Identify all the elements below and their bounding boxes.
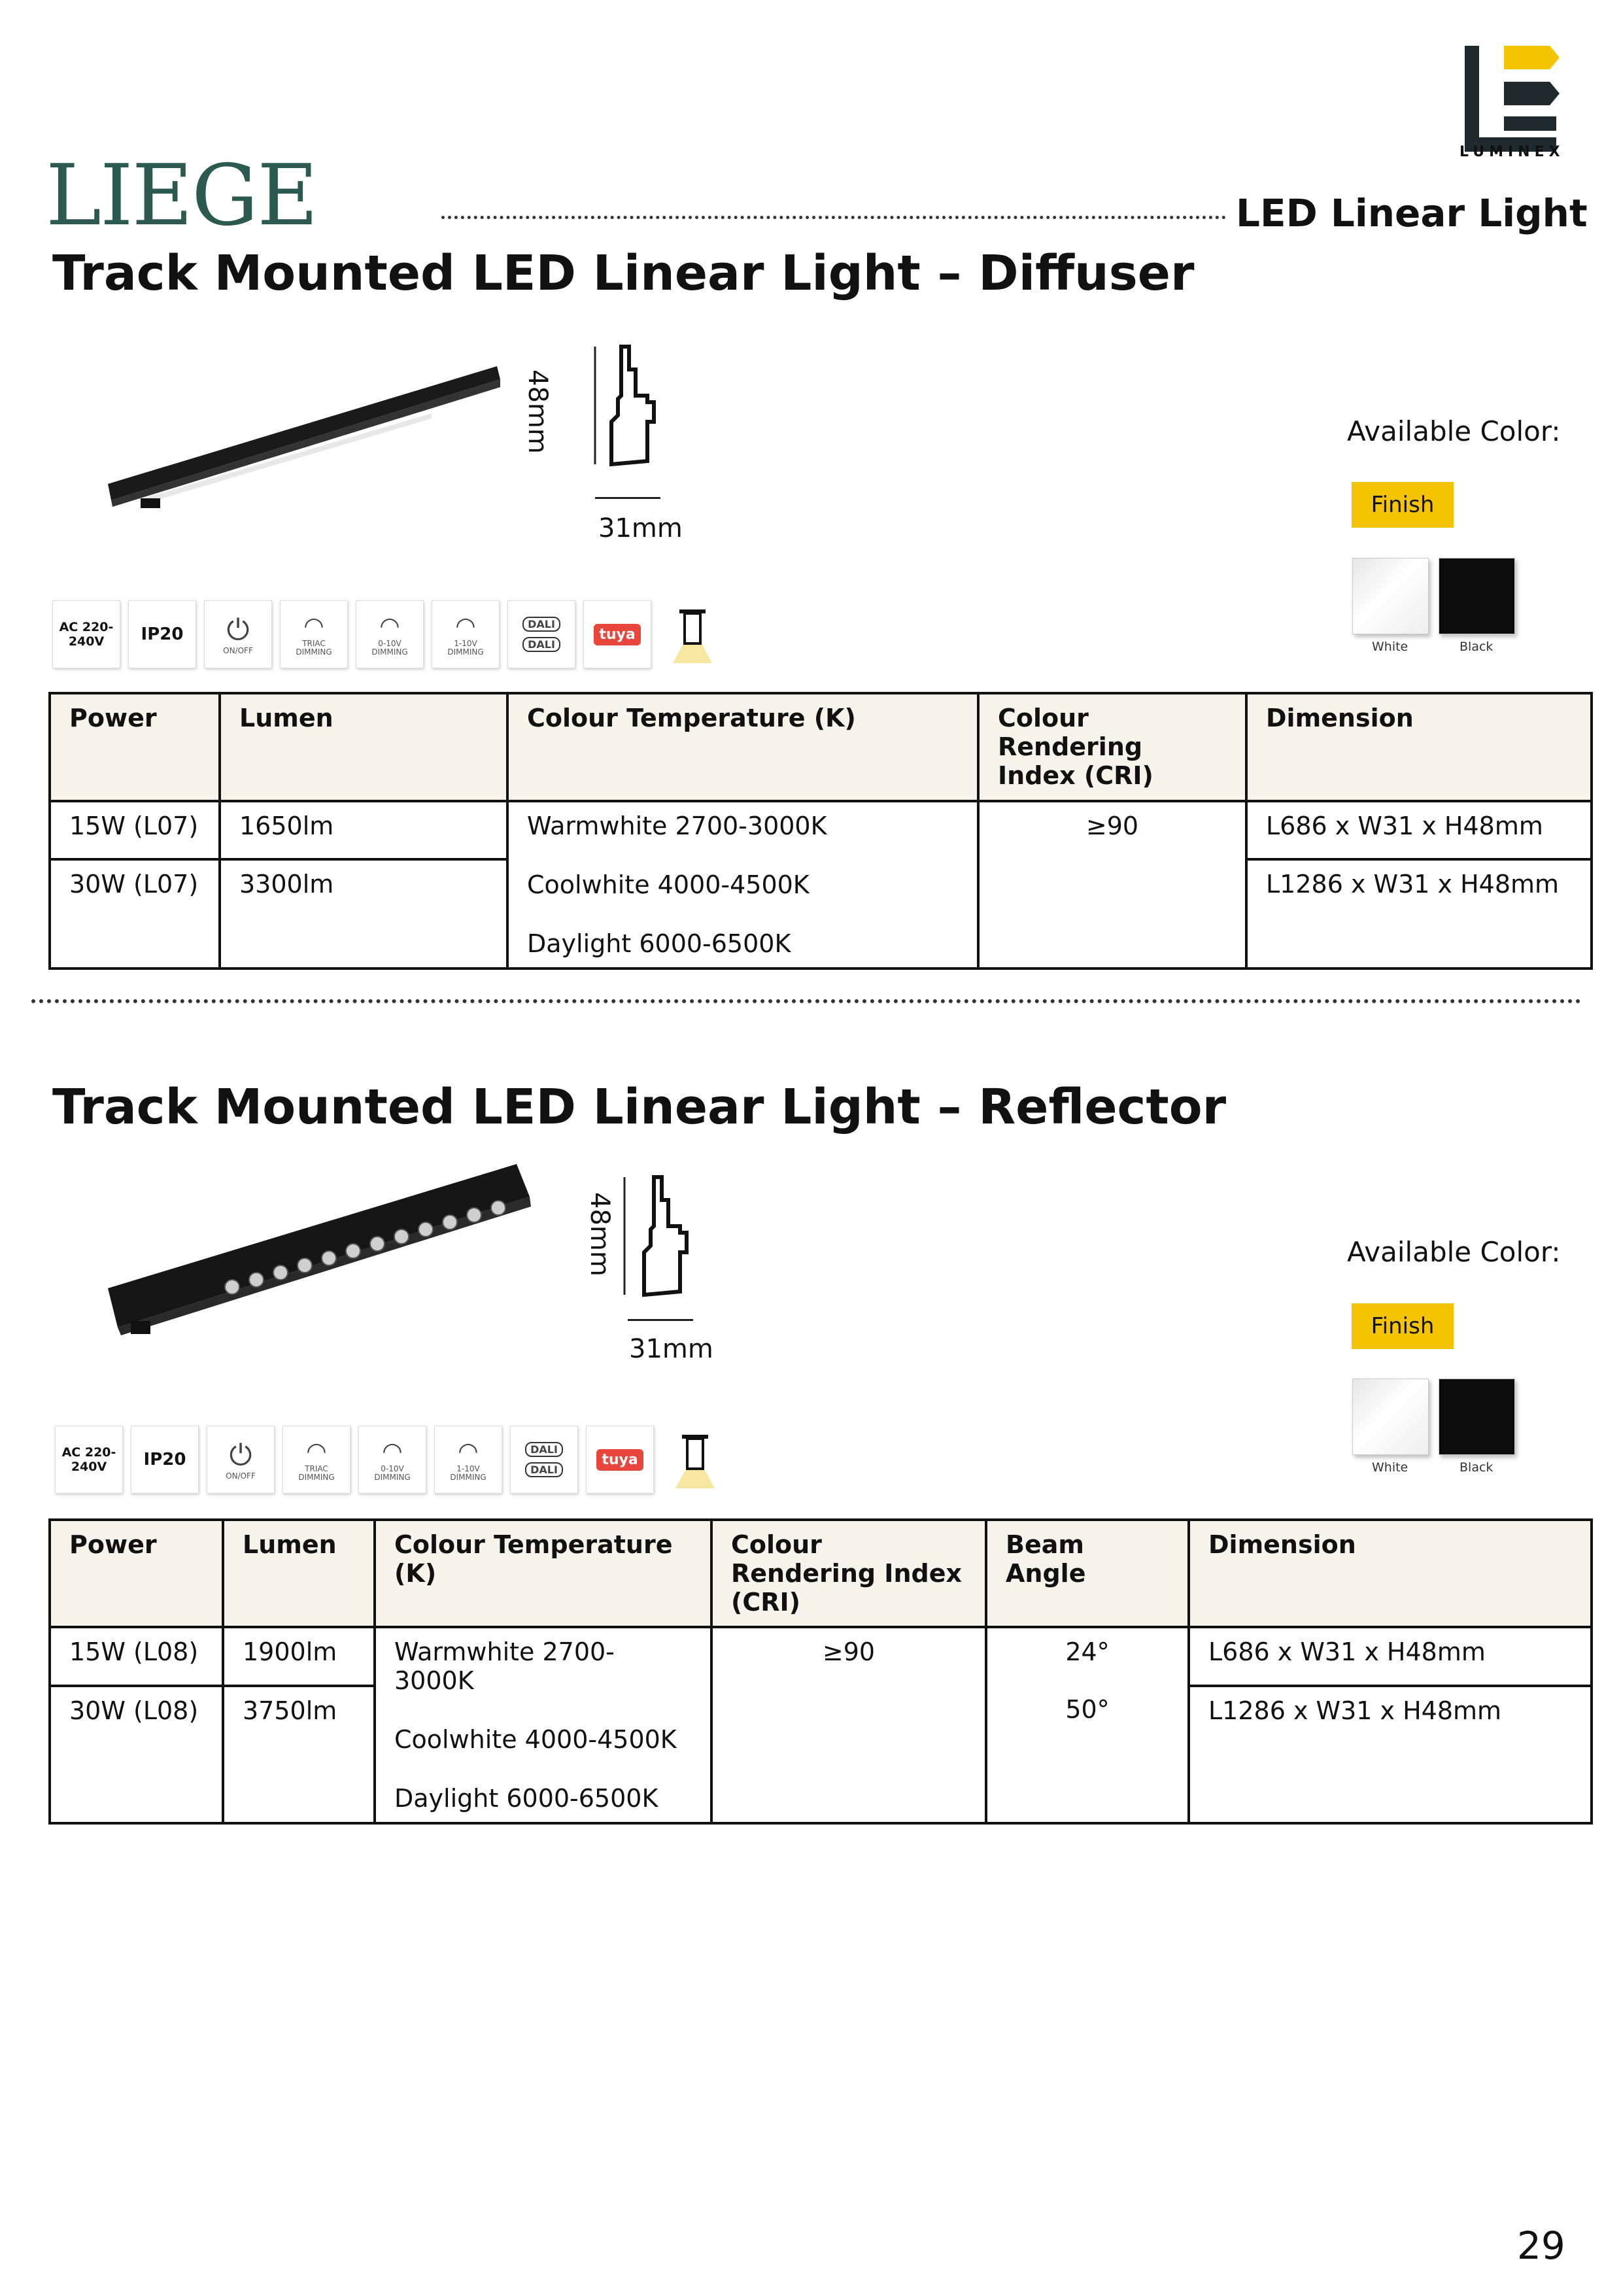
dim-width-label: 31mm — [598, 513, 683, 543]
power-on-off-icon: ⏻ ON/OFF — [207, 1426, 275, 1494]
temp-warm: Warmwhite 2700-3000K — [527, 812, 827, 840]
cell-power: 15W (L07) — [50, 801, 220, 859]
dim-width-line — [595, 497, 660, 499]
dimension-drawing-diffuser — [556, 337, 687, 481]
header-cri: Colour Rendering Index (CRI) — [711, 1520, 986, 1627]
dim-width-line — [628, 1319, 693, 1321]
brand-title: LIEGE — [46, 147, 317, 245]
header-power: Power — [50, 1520, 223, 1627]
cell-dimension: L686 x W31 x H48mm — [1189, 1627, 1592, 1686]
cell-dimension: L1286 x W31 x H48mm — [1189, 1686, 1592, 1823]
cell-colour-temperature — [507, 801, 978, 968]
product-image-diffuser — [105, 353, 503, 510]
tuya-icon: tuya — [583, 600, 651, 668]
dali-icon: DALI DALI — [507, 600, 575, 668]
temp-cool: Coolwhite 4000-4500K — [527, 870, 810, 899]
tuya-icon: tuya — [586, 1426, 654, 1494]
color-swatch-white[interactable] — [1352, 1379, 1429, 1455]
cell-colour-temperature — [375, 1627, 711, 1823]
color-label-black: Black — [1459, 1460, 1493, 1475]
track-mount-icon — [662, 1426, 728, 1492]
cell-power: 15W (L08) — [50, 1627, 223, 1686]
spec-table-diffuser — [48, 692, 1593, 970]
dim-width-label: 31mm — [629, 1334, 713, 1364]
cell-beam-angle — [986, 1627, 1189, 1823]
spec-table-reflector — [48, 1518, 1593, 1825]
color-swatch-black[interactable] — [1439, 558, 1515, 634]
cell-lumen: 3300lm — [220, 859, 507, 968]
feature-icons-reflector — [55, 1426, 728, 1494]
leader-dots — [441, 216, 1226, 219]
color-label-white: White — [1372, 1460, 1408, 1475]
dimming-0-10v-icon: ◠ 0-10V DIMMING — [356, 600, 424, 668]
cell-power: 30W (L07) — [50, 859, 220, 968]
cell-lumen: 1650lm — [220, 801, 507, 859]
available-color-label: Available Color: — [1347, 1236, 1561, 1268]
available-color-label: Available Color: — [1347, 415, 1561, 447]
cell-cri: ≥90 — [711, 1627, 986, 1823]
ip20-icon: IP20 — [131, 1426, 199, 1494]
color-swatch-white[interactable] — [1352, 558, 1429, 634]
triac-dimming-icon: ◠ TRIAC DIMMING — [280, 600, 348, 668]
header-dimension: Dimension — [1189, 1520, 1592, 1627]
ac-voltage-icon: AC 220- 240V — [52, 600, 120, 668]
section-title-reflector: Track Mounted LED Linear Light – Reflector — [52, 1079, 1227, 1135]
finish-badge: Finish — [1352, 1303, 1454, 1349]
temp-daylight: Daylight 6000-6500K — [394, 1784, 658, 1813]
dimming-1-10v-icon: ◠ 1-10V DIMMING — [434, 1426, 502, 1494]
cell-lumen: 3750lm — [223, 1686, 375, 1823]
cell-dimension: L1286 x W31 x H48mm — [1246, 859, 1592, 968]
category-label: LED Linear Light — [1236, 191, 1588, 235]
power-on-off-icon: ⏻ ON/OFF — [204, 600, 272, 668]
finish-badge: Finish — [1352, 482, 1454, 528]
section-separator — [31, 999, 1581, 1003]
header-colour-temperature: Colour Temperature (K) — [507, 693, 978, 801]
cell-dimension: L686 x W31 x H48mm — [1246, 801, 1592, 859]
temp-warm: Warmwhite 2700-3000K — [394, 1637, 615, 1695]
header-power: Power — [50, 693, 220, 801]
header-cri: Colour Rendering Index (CRI) — [978, 693, 1246, 801]
dim-height-label: 48mm — [585, 1192, 615, 1277]
cell-power: 30W (L08) — [50, 1686, 223, 1823]
section-title-diffuser: Track Mounted LED Linear Light – Diffuser — [52, 245, 1195, 301]
feature-icons-diffuser — [52, 600, 726, 668]
dimming-1-10v-icon: ◠ 1-10V DIMMING — [432, 600, 500, 668]
header-beam-angle: Beam Angle — [986, 1520, 1189, 1627]
table-row — [50, 801, 1592, 859]
header-colour-temperature: Colour Temperature (K) — [375, 1520, 711, 1627]
color-swatch-black[interactable] — [1439, 1379, 1515, 1455]
color-label-white: White — [1372, 640, 1408, 654]
product-image-reflector — [105, 1157, 536, 1341]
temp-cool: Coolwhite 4000-4500K — [394, 1725, 677, 1754]
dim-height-label: 48mm — [522, 369, 553, 454]
ac-voltage-icon: AC 220- 240V — [55, 1426, 123, 1494]
beam-angle-1: 24° — [1065, 1637, 1110, 1666]
dimming-0-10v-icon: ◠ 0-10V DIMMING — [358, 1426, 426, 1494]
page-number: 29 — [1517, 2223, 1565, 2268]
temp-daylight: Daylight 6000-6500K — [527, 929, 791, 958]
header-lumen: Lumen — [223, 1520, 375, 1627]
cell-cri: ≥90 — [978, 801, 1246, 968]
logo-text: LUMINEX — [1459, 144, 1565, 160]
dali-icon: DALI DALI — [510, 1426, 578, 1494]
triac-dimming-icon: ◠ TRIAC DIMMING — [282, 1426, 350, 1494]
cell-lumen: 1900lm — [223, 1627, 375, 1686]
header-lumen: Lumen — [220, 693, 507, 801]
header-dimension: Dimension — [1246, 693, 1592, 801]
table-row — [50, 1627, 1592, 1686]
ip20-icon: IP20 — [128, 600, 196, 668]
beam-angle-2: 50° — [1065, 1695, 1110, 1724]
track-mount-icon — [659, 600, 726, 667]
color-label-black: Black — [1459, 640, 1493, 654]
